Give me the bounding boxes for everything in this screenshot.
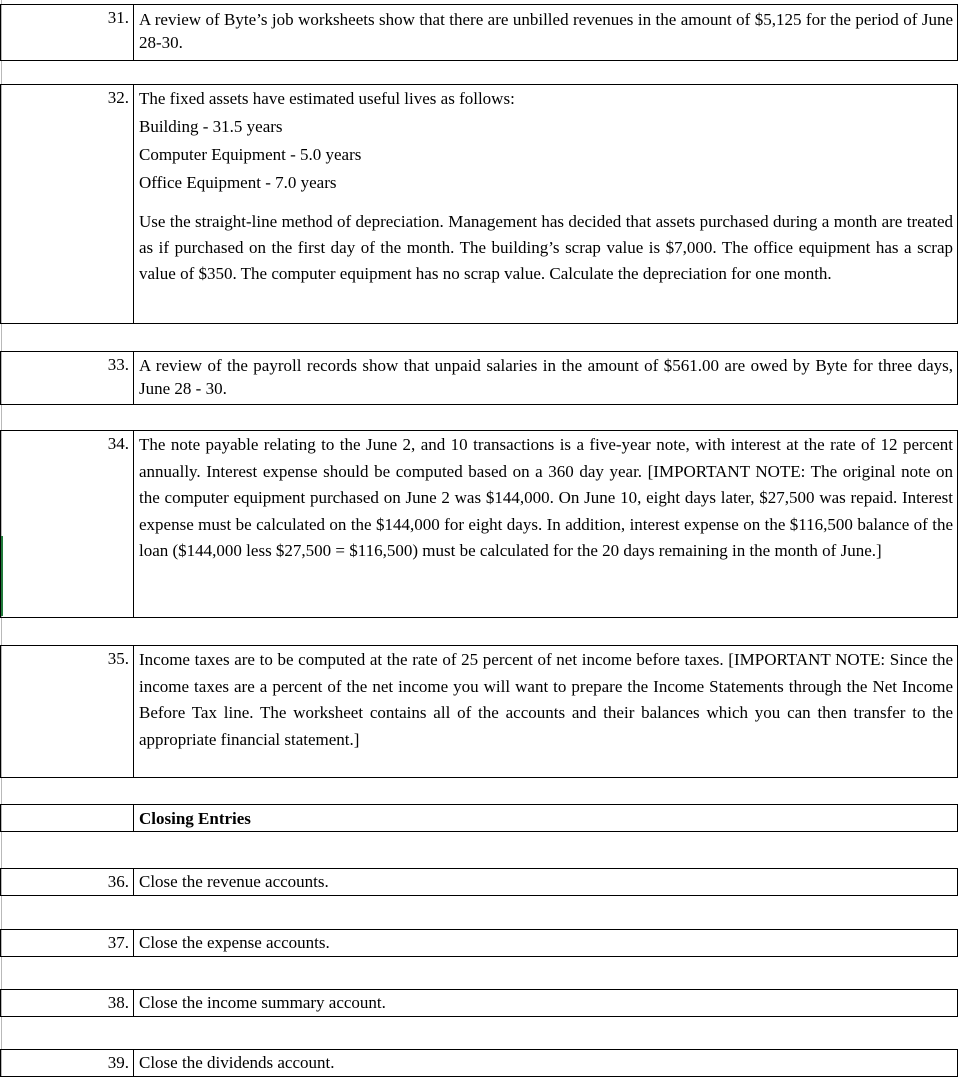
item-number: 35. bbox=[1, 646, 134, 777]
item-text: Close the revenue accounts. bbox=[139, 872, 329, 891]
item-text: Use the straight-line method of depreciation. Management has decided that assets purchased during a month are treated as if purchased on the first day of the month. The building’s scrap value is $7,000. The office equipment has a scrap value of $350. The computer equipment has no scrap value. Calculate the depreciation for one month. bbox=[139, 212, 953, 283]
item-number: 31. bbox=[1, 5, 134, 60]
item-content bbox=[134, 431, 957, 617]
item-32 bbox=[0, 84, 958, 324]
item-35 bbox=[0, 645, 958, 778]
item-number: 36. bbox=[1, 869, 134, 895]
item-text: Close the income summary account. bbox=[139, 993, 386, 1012]
item-text: Close the expense accounts. bbox=[139, 933, 330, 952]
item-content bbox=[134, 646, 957, 777]
item-line: The fixed assets have estimated useful lives as follows: bbox=[139, 89, 515, 108]
item-content bbox=[134, 352, 957, 404]
item-line: Office Equipment - 7.0 years bbox=[139, 173, 337, 192]
item-content bbox=[134, 1050, 957, 1076]
item-content bbox=[134, 805, 957, 831]
item-number: 37. bbox=[1, 930, 134, 956]
item-34 bbox=[0, 430, 958, 618]
item-line: Computer Equipment - 5.0 years bbox=[139, 145, 362, 164]
item-line: Building - 31.5 years bbox=[139, 117, 283, 136]
item-content bbox=[134, 990, 957, 1016]
item-31 bbox=[0, 4, 958, 61]
item-text: A review of Byte’s job worksheets show that there are unbilled revenues in the amount of $5,125 for the period of June 28-30. bbox=[139, 10, 953, 52]
item-text: A review of the payroll records show that unpaid salaries in the amount of $561.00 are owed by Byte for three days, June 28 - 30. bbox=[139, 356, 953, 398]
item-text: Income taxes are to be computed at the rate of 25 percent of net income before taxes. [IMPORTANT NOTE: Since the income taxes are a percent of the net income you will want to prepare the Income Statements through the Net Income Before Tax line. The worksheet contains all of the accounts and their balances which you can then transfer to the appropriate financial statement.] bbox=[139, 650, 953, 749]
item-text: The note payable relating to the June 2, and 10 transactions is a five-year note, with interest at the rate of 12 percent annually. Interest expense should be computed based on a 360 day year. [IMPORTANT NOTE: The original note on the computer equipment purchased on June 2 was $144,000. On June 10, eight days later, $27,500 was repaid. Interest expense must be calculated on the $144,000 for eight days. In addition, interest expense on the $116,500 balance of the loan ($144,000 less $27,500 = $116,500) must be calculated for the 20 days remaining in the month of June.] bbox=[139, 435, 953, 560]
item-content bbox=[134, 869, 957, 895]
item-content bbox=[134, 5, 957, 60]
item-number: 34. bbox=[1, 431, 134, 617]
item-39 bbox=[0, 1049, 958, 1077]
item-text: Close the dividends account. bbox=[139, 1053, 335, 1072]
item-number: 38. bbox=[1, 990, 134, 1016]
item-content bbox=[134, 85, 957, 323]
item-37 bbox=[0, 929, 958, 957]
item-number: 32. bbox=[1, 85, 134, 323]
item-content bbox=[134, 930, 957, 956]
item-33 bbox=[0, 351, 958, 405]
item-number: 39. bbox=[1, 1050, 134, 1076]
closing-entries-heading: Closing Entries bbox=[139, 809, 251, 828]
closing-entries-row bbox=[0, 804, 958, 832]
item-38 bbox=[0, 989, 958, 1017]
empty-number-cell bbox=[1, 805, 134, 831]
item-36 bbox=[0, 868, 958, 896]
item-number: 33. bbox=[1, 352, 134, 404]
